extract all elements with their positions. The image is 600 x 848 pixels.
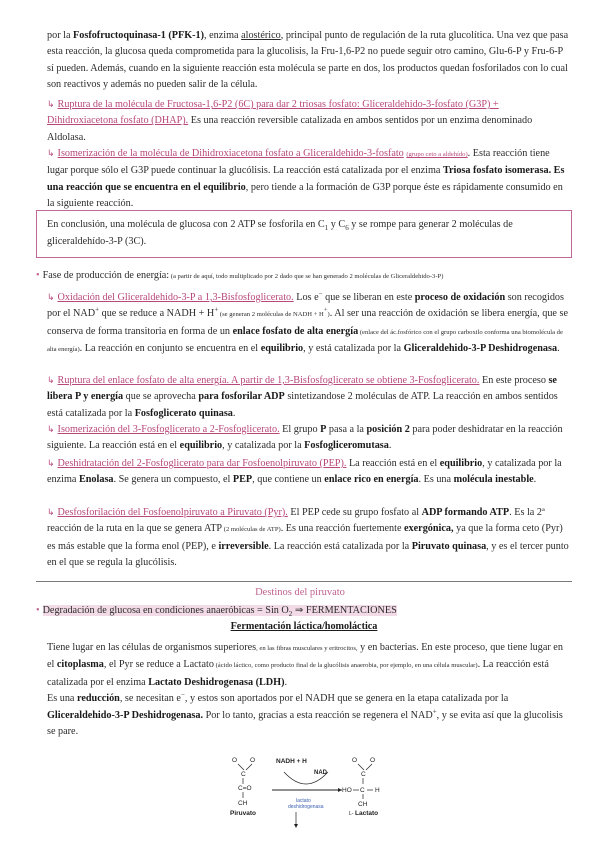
lactato-label: Lactato [355, 810, 379, 817]
enzyme-label-2: deshidrogenasa [288, 804, 324, 810]
step-arrow-icon: ↳ [47, 99, 55, 109]
bond-line [238, 764, 244, 770]
bond-line [366, 764, 372, 770]
step-arrow-icon: ↳ [47, 507, 55, 517]
fermentacion-subheading: Fermentación láctica/homoláctica [230, 621, 378, 633]
piruvato-o-minus: O [232, 757, 238, 764]
step-triosa-isomerasa: ↳ Isomerización de la molécula de Dihidroxiacetona fosfato a Gliceraldehido-3-fosfato (grupo ceto a aldehído). Esta reacción tiene lugar porque sólo el G3P puede continuar la glucólisis. La reacción está catalizada por el enzima Triosa fosfato isomerasa. Es una reacción que se encuentra en el equilibrio, pero tiende a la formación de G3P porque éste es rápidamente consumido en la siguiente reacción. [47, 148, 565, 210]
pfk-paragraph: por la Fosfofructoquinasa-1 (PFK-1), enzima alostérico, principal punto de regulación de la ruta glucolítica. Una vez que pasa esta reacción, la glucosa queda comprometida para la glucolisis, la Fru-1,6-P2 no puede seguir otro camino, Glu-6-P y Fru-6-P sí pueden. Además, cuando en la siguiente reacción esta molécula se parte en dos, los productos quedan fosforilados con lo cual son reactivos y además no pueden salir de la célula. [47, 30, 569, 91]
fermentacion-heading: • Degradación de glucosa en condiciones anaeróbicas = Sin $O_2$ ⇒ FERMENTACIONES Fermentación láctica/homoláctica [36, 603, 572, 636]
piruvato-co: C=O [238, 785, 252, 792]
step-arrow-icon: ↳ [47, 424, 55, 434]
lactato-reaction-diagram [224, 752, 414, 830]
section-divider [36, 581, 572, 582]
step-gap-deshidrogenasa: ↳ Oxidación del Gliceraldehido-3-P a 1,3-Bisfosfoglicerato. Los e− que se liberan en este proceso de oxidación son recogidos por el NAD+ que se reduce a NADH + H+ (se generan 2 moléculas de NADH + H+). Al ser una reacción de oxidación se libera energía, que se conserva de forma transitoria en forma de un enlace fosfato de alta energía (enlace del ác.fosfórico con el grupo carboxilo conforma una biomolécula de alta energía). La reacción en conjunto se encuentra en el equilibrio, y está catalizada por la Gliceraldehido-3-P Deshidrogenasa. [47, 289, 568, 355]
step-arrow-icon: ↳ [47, 458, 55, 468]
step-arrow-icon: ↳ [47, 375, 55, 385]
lactato-c: C [361, 771, 366, 778]
step-fosfoglicerato-quinasa: ↳ Ruptura del enlace fosfato de alta energía. A partir de 1,3-Bisfosfoglicerato se obtiene 3-Fosfoglicerato. En este proceso se libera P y energía que se aprovecha para fosforilar ADP sintetizandose 2 moléculas de ATP. La reacción en ambos sentidos está catalizada por la Fosfoglicerato quinasa. [47, 375, 558, 419]
step-aldolasa: ↳ Ruptura de la molécula de Fructosa-1,6-P2 (6C) para dar 2 triosas fosfato: Gliceraldehido-3-fosfato (G3P) + Dihidroxiacetona fosfato (DHAP). Es una reacción reversible catalizada en ambos sentidos por un enzima denominado Aldolasa. [47, 99, 533, 143]
lactato-c-center: C [360, 787, 365, 794]
step-fosfogliceromutasa: ↳ Isomerización del 3-Fosfoglicerato a 2-Fosfoglicerato. El grupo P pasa a la posición 2 para poder deshidratar en la reacción siguiente. La reacción está en el equilibrio, y catalizada por la Fosfogliceromutasa. [47, 424, 563, 452]
piruvato-label: Piruvato [230, 810, 257, 817]
piruvato-ch3: CH [238, 800, 248, 807]
bond-line [358, 764, 364, 770]
fermentacion-paragraph: Tiene lugar en las células de organismos superiores, en las fibras musculares y eritrocitos, y en bacterias. En este proceso, que tiene lugar en el citoplasma, el Pyr se reduce a Lactato (ácido láctico, como producto final de la glucólisis anaerobia, por ejemplo, en una célula muscular). La reacción está catalizada por el enzima Lactato Deshidrogenasa (LDH). Es una reducción, se necesitan e−, y estos son aportados por el NADH que se genera en la etapa catalizada por la Gliceraldehido-3-P Deshidrogenasa. Por lo tanto, gracias a esta reacción se regenera el NAD+, y se evita así que la glucolisis se pare. [47, 642, 563, 738]
lactato-o-minus: O [352, 757, 358, 764]
piruvato-c: C [241, 771, 246, 778]
destinos-title: Destinos del piruvato [255, 587, 345, 598]
down-arrowhead [294, 824, 298, 828]
nadh-label: NADH + H [276, 758, 307, 765]
lactato-o: O [370, 757, 376, 764]
step-enolasa: ↳ Deshidratación del 2-Fosfoglicerato para dar Fosfoenolpiruvato (PEP). La reacción está en el equilibrio, y catalizada por la enzima Enolasa. Se genera un compuesto, el PEP, que contiene un enlace rico en energía. Es una molécula inestable. [47, 458, 562, 486]
lactato-ch3: CH [358, 801, 368, 808]
lactato-h: H [375, 787, 380, 794]
step-arrow-icon: ↳ [47, 292, 55, 302]
piruvato-o: O [250, 757, 256, 764]
step-piruvato-quinasa: ↳ Desfosforilación del Fosfoenolpiruvato a Piruvato (Pyr). El PEP cede su grupo fosfato al ADP formando ATP. Es la 2ª reacción de la ruta en la que se genera ATP (2 moléculas de ATP). Es una reacción fuertemente exergónica, ya que la forma ceto (Pyr) es más estable que la forma enol (PEP), e irreversible. La reacción está catalizada por la Piruvato quinasa, y es el tercer punto en el que se regula la glucólisis. [47, 507, 569, 569]
step-arrow-icon: ↳ [47, 148, 55, 158]
lactato-ho: HO [342, 787, 352, 794]
bullet-icon: • [36, 270, 40, 281]
lactato-prefix: L- [349, 811, 354, 817]
enzyme-label-1: lactato [296, 798, 311, 804]
bond-line [246, 764, 252, 770]
energy-phase-heading: • Fase de producción de energía: (a partir de aquí, todo multiplicado por 2 dado que se han generado 2 moléculas de Gliceraldehido-3-P) [36, 270, 444, 281]
bullet-icon: • [36, 605, 40, 616]
nad-label: NAD [314, 770, 327, 776]
conclusion-box: En conclusión, una molécula de glucosa con 2 ATP se fosforila en $C_1$ y $C_6$ y se rompe para generar 2 moléculas de gliceraldehído-3-P (3C). [36, 210, 572, 258]
